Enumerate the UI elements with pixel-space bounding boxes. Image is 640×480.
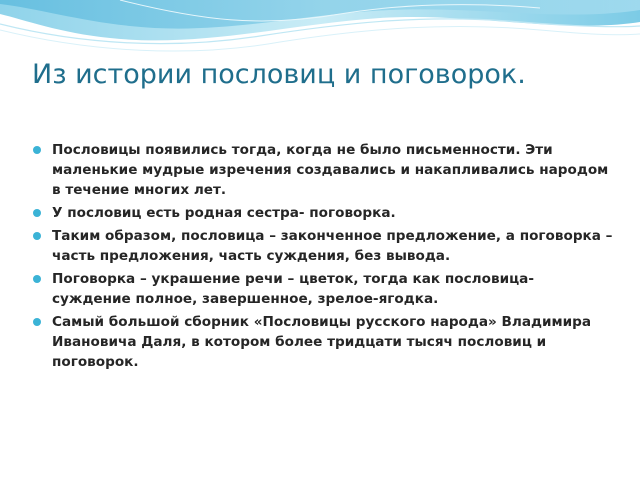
bullet-dot-icon <box>33 146 41 154</box>
slide-title: Из истории пословиц и поговорок. <box>32 59 526 90</box>
bullet-item <box>33 226 613 266</box>
bullet-text: Поговорка – украшение речи – цветок, тогда как пословица- суждение полное, завершенное, зрелое-ягодка. <box>52 271 534 307</box>
bullet-text: У пословиц есть родная сестра- поговорка. <box>52 205 396 221</box>
bullet-text: Пословицы появились тогда, когда не было письменности. Эти маленькие мудрые изречения создавались и накапливались народом в течение многих лет. <box>52 142 609 198</box>
bullet-text: Таким образом, пословица – законченное предложение, а поговорка – часть предложения, часть суждения, без вывода. <box>52 228 613 264</box>
bullet-item <box>33 140 613 200</box>
bullet-dot-icon <box>33 232 41 240</box>
bullet-item <box>33 269 613 309</box>
bullet-dot-icon <box>33 318 41 326</box>
bullet-item <box>33 312 613 372</box>
bullet-list <box>33 140 613 375</box>
bullet-item <box>33 203 613 223</box>
bullet-text: Самый большой сборник «Пословицы русского народа» Владимира Ивановича Даля, в котором более тридцати тысяч пословиц и поговорок. <box>52 314 592 370</box>
bullet-dot-icon <box>33 275 41 283</box>
bullet-dot-icon <box>33 209 41 217</box>
